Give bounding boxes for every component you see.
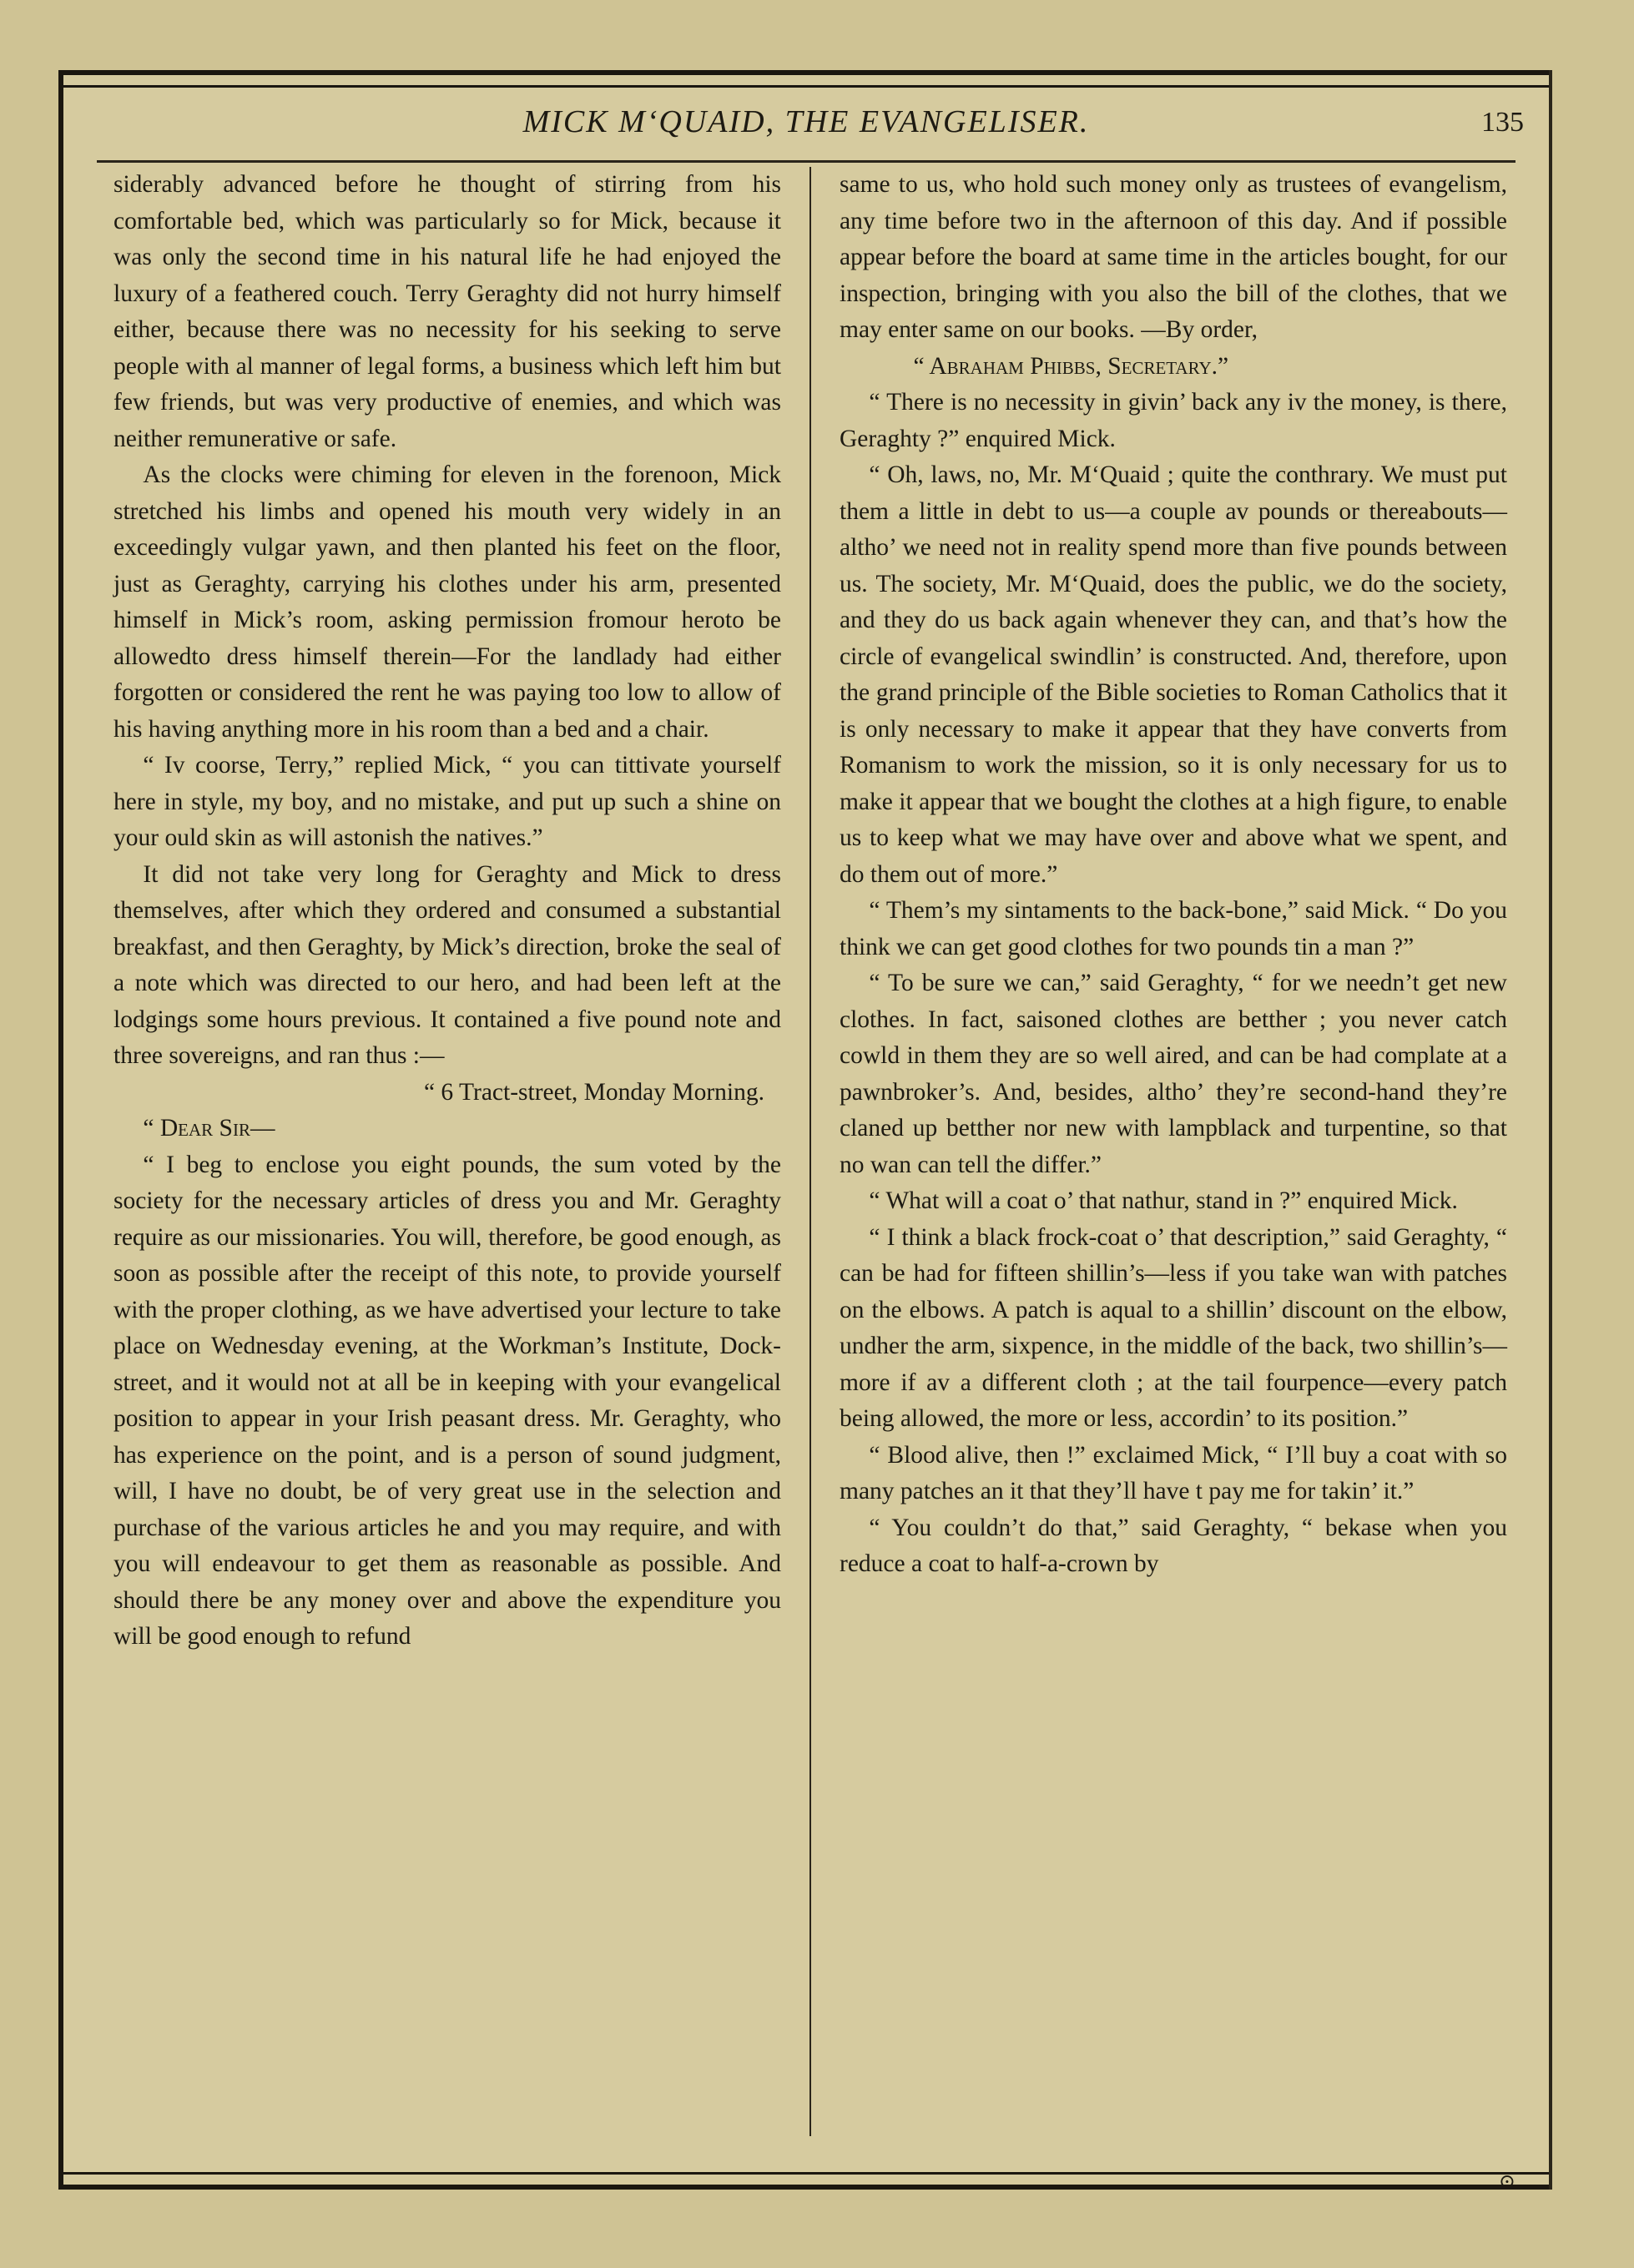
paragraph: It did not take very long for Geraghty and Mick to dress themselves, after which they ordered and consumed a substantial breakfast, and then Geraghty, by Mick’s direction, broke the seal of a note which was directed to our hero, and had been left at the lodgings some hours previous. It contained a five pound note and three sovereigns, and ran thus :—: [113, 860, 781, 1069]
paragraph: “ You couldn’t do that,” said Geraghty, “ bekase when you reduce a coat to half-a-crown by: [840, 1514, 1507, 1577]
column-divider: [809, 167, 811, 2136]
letter-signature: “ Abraham Phibbs, Secretary.”: [913, 352, 1229, 380]
paragraph: siderably advanced before he thought of stirring from his comfortable bed, which was particularly so for Mick, because it was only the second time in his natural life he had enjoyed the luxury of a feathered couch. Terry Geraghty did not hurry himself either, because there was no necessity for his seeking to serve people with al manner of legal forms, a business which left him but few friends, but was very productive of enemies, and which was neither remunerative or safe.: [113, 171, 781, 452]
right-column: [840, 167, 1507, 1583]
paragraph: “ I think a black frock-coat o’ that description,” said Geraghty, “ can be had for fifteen shillin’s—less if you take wan with patches on the elbows. A patch is aqual to a shillin’ discount on the elbow, undher the arm, sixpence, in the middle of the back, two shillin’s—more if av a different cloth ; at the tail fourpence—every patch being allowed, the more or less, accordin’ to its position.”: [840, 1223, 1507, 1432]
paragraph: “ Oh, laws, no, Mr. M‘Quaid ; quite the conthrary. We must put them a little in debt to us—a couple av pounds or thereabouts—altho’ we need not in reality spend more than five pounds between us. The society, Mr. M‘Quaid, does the public, we do the society, and they do us back again whenever they can, and that’s how the circle of evangelical swindlin’ is constructed. And, therefore, upon the grand principle of the Bible societies to Roman Catholics that it is only necessary to make it appear that they have converts from Romanism to work the mission, so it is only necessary for us to make it appear that we bought the clothes at a high figure, to enable us to keep what we may have over and above what we spent, and do them out of more.”: [840, 461, 1507, 888]
letter-salutation: “ Dear Sir—: [143, 1115, 275, 1142]
paragraph: same to us, who hold such money only as trustees of evangelism, any time before two in the afternoon of this day. And if possible appear before the board at same time in the articles bought, for our inspection, bringing with you also the bill of the clothes, that we may enter same on our books. —By order,: [840, 171, 1507, 343]
page-number: 135: [1481, 107, 1524, 138]
paragraph: “ There is no necessity in givin’ back any iv the money, is there, Geraghty ?” enquired Mick.: [840, 389, 1507, 452]
paragraph: “ Blood alive, then !” exclaimed Mick, “ I’ll buy a coat with so many patches an it that they’ll have t pay me for takin’ it.”: [840, 1441, 1507, 1504]
running-title: MICK M‘QUAID, THE EVANGELISER.: [522, 104, 1090, 139]
paragraph: As the clocks were chiming for eleven in the forenoon, Mick stretched his limbs and opened his mouth very widely in an exceedingly vulgar yawn, and then planted his feet on the floor, just as Geraghty, carrying his clothes under his arm, presented himself in Mick’s room, asking permission fromour heroto be allowedto dress himself therein—For the landlady had either forgotten or considered the rent he was paying too low to allow of his having anything more in his room than a bed and a chair.: [113, 461, 781, 743]
bottom-double-rule: [63, 2172, 1549, 2190]
top-double-rule: [63, 70, 1549, 88]
signature-mark-icon: ⊙: [1498, 2171, 1515, 2193]
letter-body: “ I beg to enclose you eight pounds, the sum voted by the society for the necessary articles of dress you and Mr. Geraghty require as our missionaries. You will, therefore, be good enough, as soon as possible after the receipt of this note, to provide yourself with the proper clothing, as we have advertised your lecture to take place on Wednesday evening, at the Workman’s Institute, Dock-street, and it would not at all be in keeping with your evangelical position to appear in your Irish peasant dress. Mr. Geraghty, who has experience on the point, and is a person of sound judgment, will, I have no doubt, be of very great use in the selection and purchase of the various articles he and you may require, and with you will endeavour to get them as reasonable as possible. And should there be any money over and above the expenditure you will be good enough to refund: [113, 1151, 781, 1650]
paragraph: “ Them’s my sintaments to the back-bone,” said Mick. “ Do you think we can get good clothes for two pounds tin a man ?”: [840, 897, 1507, 960]
paragraph: “ Iv coorse, Terry,” replied Mick, “ you can tittivate yourself here in style, my boy, and no mistake, and put up such a shine on your ould skin as will astonish the natives.”: [113, 752, 781, 851]
left-column: [113, 167, 781, 1656]
paragraph: “ To be sure we can,” said Geraghty, “ for we needn’t get new clothes. In fact, saisoned clothes are betther ; you never catch cowld in them they are so well aired, and can be had complate at a pawnbroker’s. And, besides, altho’ they’re second-hand they’re claned up betther nor new with lampblack and turpentine, so that no wan can tell the differ.”: [840, 970, 1507, 1178]
page: [58, 70, 1552, 2193]
paragraph: “ What will a coat o’ that nathur, stand in ?” enquired Mick.: [869, 1187, 1458, 1214]
letter-dateline: “ 6 Tract-street, Monday Morning.: [423, 1078, 764, 1106]
header-rule: [97, 160, 1515, 163]
running-header: [63, 95, 1549, 162]
